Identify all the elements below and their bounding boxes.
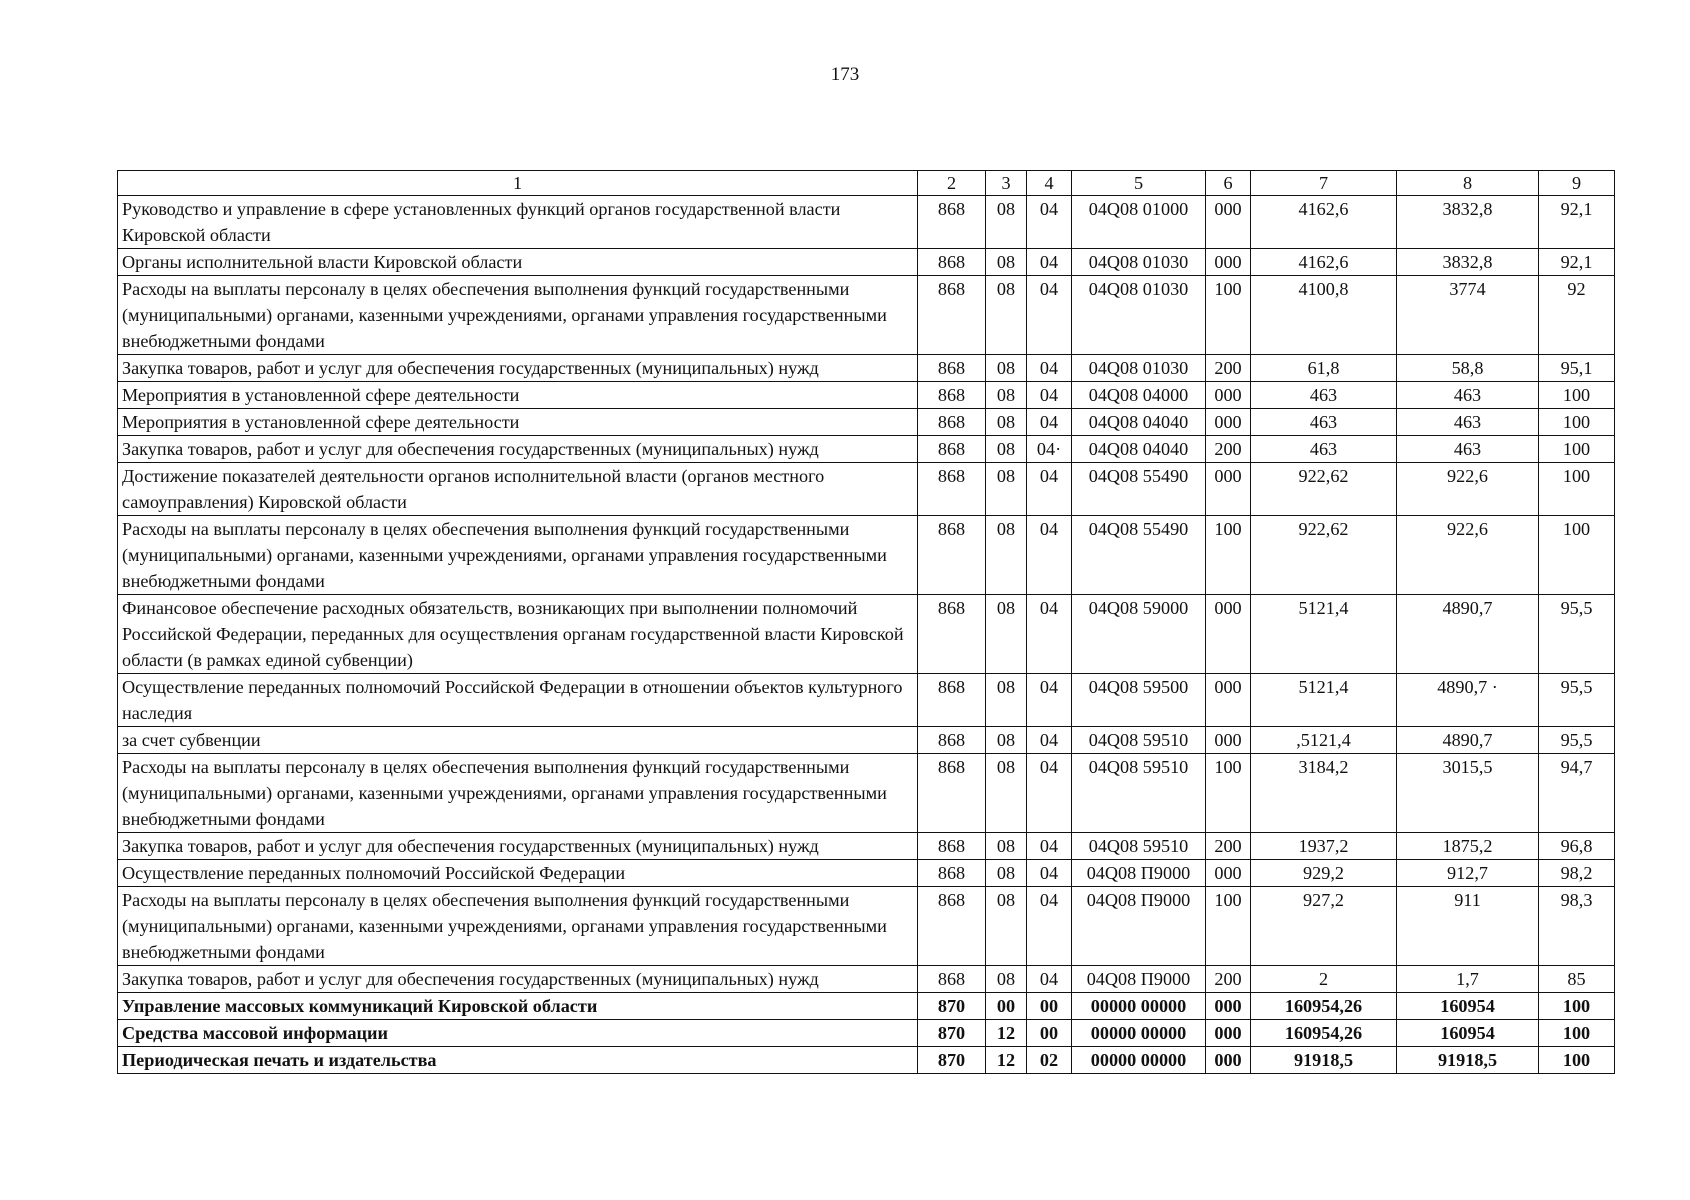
cell-expense-type: 200 (1206, 966, 1251, 993)
cell-planned: ,5121,4 (1251, 727, 1397, 754)
cell-section: 08 (986, 887, 1027, 966)
cell-section: 08 (986, 409, 1027, 436)
cell-executed: 4890,7 (1397, 727, 1539, 754)
cell-section: 08 (986, 382, 1027, 409)
cell-planned: 160954,26 (1251, 1020, 1397, 1047)
cell-planned: 160954,26 (1251, 993, 1397, 1020)
cell-target-article: 04Q08 01030 (1072, 355, 1206, 382)
cell-executed: 463 (1397, 436, 1539, 463)
table-row (118, 409, 1615, 436)
cell-executed: 3015,5 (1397, 754, 1539, 833)
cell-subsection: 04 (1027, 727, 1072, 754)
table-row (118, 355, 1615, 382)
cell-section: 08 (986, 595, 1027, 674)
cell-percent: 95,5 (1539, 727, 1615, 754)
cell-section: 12 (986, 1047, 1027, 1074)
cell-target-article: 00000 00000 (1072, 1020, 1206, 1047)
cell-ministry-code: 868 (918, 355, 986, 382)
table-row (118, 1020, 1615, 1047)
cell-planned: 927,2 (1251, 887, 1397, 966)
cell-executed: 463 (1397, 409, 1539, 436)
cell-description: Расходы на выплаты персоналу в целях обеспечения выполнения функций государственными (муниципальными) органами, казенными учреждениями, органами управления государственными внебюджетными фондами (118, 887, 918, 966)
cell-planned: 922,62 (1251, 516, 1397, 595)
cell-target-article: 04Q08 04040 (1072, 409, 1206, 436)
cell-target-article: 04Q08 59510 (1072, 833, 1206, 860)
cell-ministry-code: 868 (918, 409, 986, 436)
table-row (118, 463, 1615, 516)
cell-planned: 463 (1251, 409, 1397, 436)
header-col-7: 7 (1251, 171, 1397, 196)
cell-planned: 1937,2 (1251, 833, 1397, 860)
cell-subsection: 04 (1027, 595, 1072, 674)
cell-description: Осуществление переданных полномочий Российской Федерации в отношении объектов культурного наследия (118, 674, 918, 727)
cell-description: Расходы на выплаты персоналу в целях обеспечения выполнения функций государственными (муниципальными) органами, казенными учреждениями, органами управления государственными внебюджетными фондами (118, 276, 918, 355)
cell-executed: 1,7 (1397, 966, 1539, 993)
cell-target-article: 04Q08 59510 (1072, 727, 1206, 754)
cell-percent: 100 (1539, 382, 1615, 409)
cell-target-article: 04Q08 59510 (1072, 754, 1206, 833)
cell-expense-type: 200 (1206, 436, 1251, 463)
cell-subsection: 04 (1027, 355, 1072, 382)
cell-description: Закупка товаров, работ и услуг для обеспечения государственных (муниципальных) нужд (118, 833, 918, 860)
cell-ministry-code: 868 (918, 966, 986, 993)
cell-subsection: 00 (1027, 1020, 1072, 1047)
cell-section: 08 (986, 966, 1027, 993)
cell-planned: 463 (1251, 436, 1397, 463)
cell-executed: 58,8 (1397, 355, 1539, 382)
table-row (118, 860, 1615, 887)
table-row (118, 993, 1615, 1020)
cell-executed: 160954 (1397, 993, 1539, 1020)
budget-table-container (117, 170, 1614, 1074)
cell-percent: 100 (1539, 1047, 1615, 1074)
cell-target-article: 04Q08 П9000 (1072, 860, 1206, 887)
cell-ministry-code: 870 (918, 993, 986, 1020)
cell-expense-type: 200 (1206, 833, 1251, 860)
cell-executed: 922,6 (1397, 463, 1539, 516)
budget-table (117, 170, 1615, 1074)
cell-description: Мероприятия в установленной сфере деятельности (118, 409, 918, 436)
cell-expense-type: 000 (1206, 196, 1251, 249)
table-row (118, 436, 1615, 463)
cell-target-article: 04Q08 П9000 (1072, 966, 1206, 993)
cell-executed: 912,7 (1397, 860, 1539, 887)
cell-expense-type: 000 (1206, 993, 1251, 1020)
header-col-8: 8 (1397, 171, 1539, 196)
cell-expense-type: 000 (1206, 595, 1251, 674)
cell-expense-type: 200 (1206, 355, 1251, 382)
cell-executed: 922,6 (1397, 516, 1539, 595)
table-row (118, 754, 1615, 833)
cell-ministry-code: 868 (918, 754, 986, 833)
cell-ministry-code: 868 (918, 833, 986, 860)
cell-planned: 929,2 (1251, 860, 1397, 887)
table-row (118, 516, 1615, 595)
cell-subsection: 04 (1027, 833, 1072, 860)
cell-expense-type: 000 (1206, 409, 1251, 436)
cell-planned: 61,8 (1251, 355, 1397, 382)
cell-subsection: 04 (1027, 276, 1072, 355)
cell-subsection: 04 (1027, 382, 1072, 409)
cell-section: 08 (986, 727, 1027, 754)
header-col-9: 9 (1539, 171, 1615, 196)
cell-ministry-code: 868 (918, 436, 986, 463)
cell-percent: 100 (1539, 436, 1615, 463)
cell-description: Финансовое обеспечение расходных обязательств, возникающих при выполнении полномочий Российской Федерации, переданных для осуществления органам государственной власти Кировской области (в рамках единой субвенции) (118, 595, 918, 674)
cell-description: Расходы на выплаты персоналу в целях обеспечения выполнения функций государственными (муниципальными) органами, казенными учреждениями, органами управления государственными внебюджетными фондами (118, 754, 918, 833)
header-col-2: 2 (918, 171, 986, 196)
cell-section: 08 (986, 436, 1027, 463)
header-col-3: 3 (986, 171, 1027, 196)
cell-section: 08 (986, 355, 1027, 382)
cell-planned: 4100,8 (1251, 276, 1397, 355)
cell-ministry-code: 868 (918, 249, 986, 276)
cell-expense-type: 000 (1206, 382, 1251, 409)
header-col-4: 4 (1027, 171, 1072, 196)
cell-expense-type: 000 (1206, 727, 1251, 754)
cell-target-article: 04Q08 59500 (1072, 674, 1206, 727)
cell-expense-type: 000 (1206, 674, 1251, 727)
cell-subsection: 04 (1027, 463, 1072, 516)
cell-target-article: 04Q08 01030 (1072, 276, 1206, 355)
cell-percent: 100 (1539, 516, 1615, 595)
cell-executed: 911 (1397, 887, 1539, 966)
cell-percent: 95,1 (1539, 355, 1615, 382)
table-row (118, 276, 1615, 355)
cell-description: Средства массовой информации (118, 1020, 918, 1047)
cell-subsection: 00 (1027, 993, 1072, 1020)
cell-target-article: 04Q08 55490 (1072, 516, 1206, 595)
cell-target-article: 04Q08 04000 (1072, 382, 1206, 409)
cell-ministry-code: 868 (918, 196, 986, 249)
table-row (118, 196, 1615, 249)
cell-executed: 3832,8 (1397, 249, 1539, 276)
cell-planned: 5121,4 (1251, 674, 1397, 727)
cell-subsection: 04 (1027, 674, 1072, 727)
cell-percent: 95,5 (1539, 674, 1615, 727)
table-row (118, 382, 1615, 409)
cell-description: Управление массовых коммуникаций Кировской области (118, 993, 918, 1020)
cell-executed: 4890,7 (1397, 595, 1539, 674)
cell-ministry-code: 868 (918, 727, 986, 754)
cell-subsection: 04· (1027, 436, 1072, 463)
table-row (118, 1047, 1615, 1074)
cell-subsection: 04 (1027, 196, 1072, 249)
cell-target-article: 04Q08 П9000 (1072, 887, 1206, 966)
cell-executed: 3832,8 (1397, 196, 1539, 249)
cell-description: Расходы на выплаты персоналу в целях обеспечения выполнения функций государственными (муниципальными) органами, казенными учреждениями, органами управления государственными внебюджетными фондами (118, 516, 918, 595)
header-col-1: 1 (118, 171, 918, 196)
cell-expense-type: 100 (1206, 754, 1251, 833)
cell-section: 08 (986, 674, 1027, 727)
cell-expense-type: 000 (1206, 860, 1251, 887)
cell-expense-type: 000 (1206, 1020, 1251, 1047)
cell-percent: 100 (1539, 993, 1615, 1020)
cell-percent: 92,1 (1539, 196, 1615, 249)
cell-description: Закупка товаров, работ и услуг для обеспечения государственных (муниципальных) нужд (118, 966, 918, 993)
cell-description: Руководство и управление в сфере установленных функций органов государственной власти Кировской области (118, 196, 918, 249)
cell-ministry-code: 868 (918, 516, 986, 595)
cell-expense-type: 100 (1206, 887, 1251, 966)
cell-description: Мероприятия в установленной сфере деятельности (118, 382, 918, 409)
cell-planned: 463 (1251, 382, 1397, 409)
cell-planned: 3184,2 (1251, 754, 1397, 833)
cell-subsection: 04 (1027, 249, 1072, 276)
cell-section: 08 (986, 754, 1027, 833)
cell-planned: 2 (1251, 966, 1397, 993)
cell-executed: 160954 (1397, 1020, 1539, 1047)
cell-subsection: 04 (1027, 887, 1072, 966)
cell-subsection: 04 (1027, 966, 1072, 993)
cell-section: 08 (986, 276, 1027, 355)
table-row (118, 887, 1615, 966)
cell-section: 08 (986, 516, 1027, 595)
header-col-6: 6 (1206, 171, 1251, 196)
cell-description: за счет субвенции (118, 727, 918, 754)
cell-subsection: 04 (1027, 516, 1072, 595)
cell-expense-type: 000 (1206, 249, 1251, 276)
table-row (118, 966, 1615, 993)
cell-expense-type: 000 (1206, 463, 1251, 516)
cell-percent: 92,1 (1539, 249, 1615, 276)
cell-ministry-code: 870 (918, 1020, 986, 1047)
cell-planned: 91918,5 (1251, 1047, 1397, 1074)
cell-percent: 98,2 (1539, 860, 1615, 887)
cell-ministry-code: 870 (918, 1047, 986, 1074)
cell-planned: 4162,6 (1251, 249, 1397, 276)
cell-percent: 95,5 (1539, 595, 1615, 674)
cell-section: 00 (986, 993, 1027, 1020)
table-row (118, 833, 1615, 860)
table-body (118, 196, 1615, 1074)
cell-expense-type: 000 (1206, 1047, 1251, 1074)
cell-ministry-code: 868 (918, 463, 986, 516)
cell-description: Органы исполнительной власти Кировской области (118, 249, 918, 276)
table-row (118, 595, 1615, 674)
cell-target-article: 04Q08 59000 (1072, 595, 1206, 674)
cell-percent: 94,7 (1539, 754, 1615, 833)
cell-executed: 1875,2 (1397, 833, 1539, 860)
cell-section: 08 (986, 249, 1027, 276)
cell-percent: 85 (1539, 966, 1615, 993)
cell-target-article: 00000 00000 (1072, 1047, 1206, 1074)
cell-percent: 100 (1539, 1020, 1615, 1047)
cell-ministry-code: 868 (918, 674, 986, 727)
cell-ministry-code: 868 (918, 276, 986, 355)
cell-target-article: 04Q08 01030 (1072, 249, 1206, 276)
cell-target-article: 04Q08 55490 (1072, 463, 1206, 516)
cell-ministry-code: 868 (918, 595, 986, 674)
cell-section: 08 (986, 860, 1027, 887)
cell-section: 12 (986, 1020, 1027, 1047)
cell-subsection: 04 (1027, 860, 1072, 887)
cell-executed: 91918,5 (1397, 1047, 1539, 1074)
cell-planned: 922,62 (1251, 463, 1397, 516)
cell-planned: 4162,6 (1251, 196, 1397, 249)
cell-percent: 100 (1539, 463, 1615, 516)
cell-section: 08 (986, 196, 1027, 249)
cell-section: 08 (986, 833, 1027, 860)
cell-target-article: 04Q08 01000 (1072, 196, 1206, 249)
cell-planned: 5121,4 (1251, 595, 1397, 674)
cell-percent: 92 (1539, 276, 1615, 355)
table-row (118, 249, 1615, 276)
header-col-5: 5 (1072, 171, 1206, 196)
cell-subsection: 02 (1027, 1047, 1072, 1074)
page-number: 173 (830, 64, 860, 85)
cell-description: Закупка товаров, работ и услуг для обеспечения государственных (муниципальных) нужд (118, 436, 918, 463)
cell-section: 08 (986, 463, 1027, 516)
cell-target-article: 04Q08 04040 (1072, 436, 1206, 463)
cell-percent: 96,8 (1539, 833, 1615, 860)
cell-ministry-code: 868 (918, 860, 986, 887)
table-row (118, 727, 1615, 754)
cell-executed: 463 (1397, 382, 1539, 409)
table-row (118, 674, 1615, 727)
cell-subsection: 04 (1027, 754, 1072, 833)
cell-description: Закупка товаров, работ и услуг для обеспечения государственных (муниципальных) нужд (118, 355, 918, 382)
cell-ministry-code: 868 (918, 887, 986, 966)
table-header-row (118, 171, 1615, 196)
cell-expense-type: 100 (1206, 276, 1251, 355)
cell-ministry-code: 868 (918, 382, 986, 409)
cell-description: Осуществление переданных полномочий Российской Федерации (118, 860, 918, 887)
cell-subsection: 04 (1027, 409, 1072, 436)
cell-target-article: 00000 00000 (1072, 993, 1206, 1020)
cell-percent: 98,3 (1539, 887, 1615, 966)
cell-description: Достижение показателей деятельности органов исполнительной власти (органов местного самоуправления) Кировской области (118, 463, 918, 516)
cell-executed: 3774 (1397, 276, 1539, 355)
cell-description: Периодическая печать и издательства (118, 1047, 918, 1074)
cell-expense-type: 100 (1206, 516, 1251, 595)
cell-percent: 100 (1539, 409, 1615, 436)
cell-executed: 4890,7 · (1397, 674, 1539, 727)
